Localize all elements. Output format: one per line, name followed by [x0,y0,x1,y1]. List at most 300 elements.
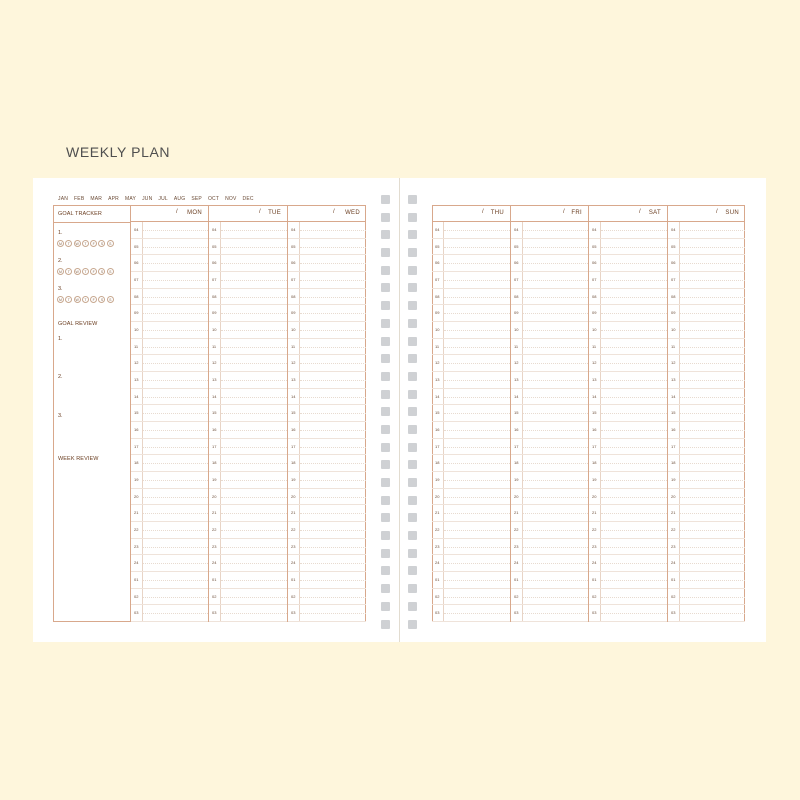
hour-label: 08 [212,293,217,299]
hour-row[interactable] [288,372,366,389]
hour-row[interactable] [288,505,366,522]
hour-label: 24 [514,560,519,566]
hour-row[interactable] [589,555,667,572]
month-jan[interactable]: JAN [58,196,69,202]
hour-label: 01 [592,577,597,583]
hour-label: 23 [435,543,440,549]
hour-row[interactable] [668,589,745,606]
binding-ring [408,478,417,487]
hour-row[interactable] [131,272,208,289]
hour-row[interactable] [589,289,667,306]
hour-label: 11 [435,343,440,349]
hour-row[interactable] [589,572,667,589]
hour-row[interactable] [589,405,667,422]
hour-row[interactable] [511,439,588,456]
hour-label: 02 [592,593,597,599]
hour-row[interactable] [668,222,745,239]
hour-row[interactable] [589,239,667,256]
binding-ring [381,195,390,204]
hour-row[interactable] [589,322,667,339]
hour-label: 14 [671,393,676,399]
tracker-day-circle[interactable]: F [90,268,97,275]
hour-label: 21 [291,510,296,516]
hour-row[interactable] [131,439,208,456]
hour-row[interactable] [209,439,287,456]
goal-tracker-days-3[interactable] [57,296,115,303]
hour-row[interactable] [209,289,287,306]
hour-row[interactable] [209,539,287,556]
hour-row[interactable] [432,455,510,472]
hour-label: 11 [671,343,676,349]
hour-label: 19 [212,477,217,483]
hour-label: 16 [592,427,597,433]
hour-row[interactable] [131,339,208,356]
hour-label: 19 [671,477,676,483]
hour-row[interactable] [209,505,287,522]
hour-label: 22 [212,527,217,533]
hour-row[interactable] [288,255,366,272]
hour-row[interactable] [288,489,366,506]
hour-label: 17 [671,443,676,449]
hour-row[interactable] [589,589,667,606]
hour-row[interactable] [668,339,745,356]
hour-row[interactable] [589,489,667,506]
hour-label: 21 [435,510,440,516]
hour-row[interactable] [511,555,588,572]
hour-row[interactable] [668,455,745,472]
hour-row[interactable] [511,422,588,439]
hour-row[interactable] [668,522,745,539]
hour-row[interactable] [432,322,510,339]
hour-row[interactable] [209,455,287,472]
hour-row[interactable] [668,255,745,272]
tracker-day-circle[interactable]: W [75,242,79,246]
hour-row[interactable] [288,439,366,456]
hour-row[interactable] [432,239,510,256]
hour-label: 06 [514,260,519,266]
tracker-day-circle[interactable]: F [90,240,97,247]
hour-label: 14 [592,393,597,399]
hour-row[interactable] [131,372,208,389]
hour-label: 22 [134,527,139,533]
hour-row[interactable] [288,572,366,589]
month-apr[interactable]: APR [108,196,119,202]
hour-row[interactable] [668,572,745,589]
hour-row[interactable] [511,289,588,306]
hour-row[interactable] [209,272,287,289]
hour-row[interactable] [511,239,588,256]
month-nov[interactable]: NOV [225,196,237,202]
hour-row[interactable] [589,505,667,522]
hour-row[interactable] [131,555,208,572]
hour-row[interactable] [589,539,667,556]
hour-row[interactable] [209,489,287,506]
hour-row[interactable] [131,605,208,622]
tracker-day-circle[interactable]: T [82,240,89,247]
hour-label: 08 [134,293,139,299]
hour-row[interactable] [131,255,208,272]
day-label-mon: MON [187,210,202,216]
hour-row[interactable] [288,239,366,256]
month-jun[interactable]: JUN [142,196,153,202]
tracker-day-circle[interactable]: W [75,298,79,302]
hour-row[interactable] [288,522,366,539]
hour-row[interactable] [668,539,745,556]
hour-row[interactable] [589,305,667,322]
hour-row[interactable] [668,489,745,506]
hour-row[interactable] [288,539,366,556]
hour-row[interactable] [432,489,510,506]
day-label-wed: WED [345,210,360,216]
hour-row[interactable] [209,422,287,439]
hour-label: 22 [291,527,296,533]
hour-label: 16 [134,427,139,433]
binding-ring [381,602,390,611]
hour-label: 17 [514,443,519,449]
tracker-day-circle[interactable]: T [82,268,89,275]
hour-row[interactable] [432,405,510,422]
hour-row[interactable] [288,605,366,622]
hour-label: 14 [212,393,217,399]
binding-rings-left [381,195,391,637]
hour-label: 23 [671,543,676,549]
hour-row[interactable] [589,372,667,389]
hour-row[interactable] [209,322,287,339]
tracker-day-circle[interactable]: T [82,296,89,303]
tracker-day-circle[interactable]: S [107,268,114,275]
hour-label: 20 [671,493,676,499]
review-number-3: 3. [58,413,63,419]
month-aug[interactable]: AUG [173,196,186,202]
hour-row[interactable] [288,339,366,356]
hour-label: 12 [592,360,597,366]
tracker-day-circle[interactable]: S [98,268,105,275]
hour-label: 18 [671,460,676,466]
hour-label: 09 [514,310,519,316]
day-column-thu: / THU 04 05 06 07 08 09 10 11 12 13 14 15 16 17 18 19 20 21 22 23 24 01 02 03 [432,205,511,622]
hour-label: 15 [212,410,217,416]
month-jul[interactable]: JUL [158,196,168,202]
hour-row[interactable] [209,255,287,272]
tracker-day-circle[interactable]: S [107,240,114,247]
hour-row[interactable] [511,505,588,522]
hour-row[interactable] [589,272,667,289]
tracker-day-circle[interactable]: S [107,296,114,303]
tracker-day-circle[interactable]: M [57,240,64,247]
hour-row[interactable] [131,539,208,556]
hour-label: 06 [435,260,440,266]
tracker-day-circle[interactable]: S [98,240,105,247]
hour-row[interactable] [589,222,667,239]
hour-row[interactable] [432,555,510,572]
hour-row[interactable] [432,589,510,606]
month-mar[interactable]: MAR [90,196,103,202]
hour-row[interactable] [209,305,287,322]
binding-ring [381,301,390,310]
day-label-sun: SUN [725,210,739,216]
hour-row[interactable] [511,372,588,389]
hour-row[interactable] [131,422,208,439]
hour-row[interactable] [668,605,745,622]
hour-row[interactable] [432,505,510,522]
hour-row[interactable] [668,422,745,439]
hour-row[interactable] [589,472,667,489]
hour-row[interactable] [131,239,208,256]
hour-label: 12 [134,360,139,366]
hour-row[interactable] [511,272,588,289]
hour-row[interactable] [511,589,588,606]
hour-row[interactable] [131,505,208,522]
hour-label: 09 [134,310,139,316]
hour-row[interactable] [511,522,588,539]
hour-row[interactable] [432,355,510,372]
hour-row[interactable] [668,305,745,322]
hour-row[interactable] [432,422,510,439]
hour-row[interactable] [131,289,208,306]
hour-row[interactable] [131,355,208,372]
tracker-day-circle[interactable]: M [57,268,64,275]
hour-row[interactable] [209,522,287,539]
hour-row[interactable] [511,605,588,622]
binding-ring [408,283,417,292]
goal-tracker-days-2[interactable] [57,268,115,275]
hour-label: 10 [671,327,676,333]
hour-row[interactable] [511,489,588,506]
hour-label: 24 [435,560,440,566]
hour-row[interactable] [511,389,588,406]
hour-label: 08 [592,293,597,299]
hour-label: 02 [671,593,676,599]
hour-row[interactable] [131,322,208,339]
hour-row[interactable] [511,572,588,589]
goal-tracker-heading: GOAL TRACKER [58,211,102,217]
month-may[interactable]: MAY [124,196,137,202]
hour-row[interactable] [511,355,588,372]
tracker-day-circle[interactable]: T [65,240,72,247]
hour-label: 19 [592,477,597,483]
hour-row[interactable] [511,539,588,556]
hour-label: 14 [291,393,296,399]
hour-label: 22 [592,527,597,533]
hour-label: 20 [514,493,519,499]
hour-row[interactable] [432,372,510,389]
tracker-day-circle[interactable]: T [65,296,72,303]
tracker-day-circle[interactable]: W [75,270,79,274]
hour-row[interactable] [511,255,588,272]
hour-row[interactable] [131,522,208,539]
hour-row[interactable] [288,589,366,606]
hour-row[interactable] [511,305,588,322]
hour-row[interactable] [432,222,510,239]
hour-label: 15 [514,410,519,416]
hour-row[interactable] [288,289,366,306]
hour-label: 06 [592,260,597,266]
month-sep[interactable]: SEP [191,196,202,202]
hour-row[interactable] [511,222,588,239]
hour-row[interactable] [432,339,510,356]
goal-tracker-days-1[interactable] [57,240,115,247]
hour-row[interactable] [668,372,745,389]
hour-label: 14 [134,393,139,399]
binding-ring [381,372,390,381]
review-number-1: 1. [58,336,63,342]
hour-row[interactable] [288,455,366,472]
hour-row[interactable] [131,222,208,239]
hour-row[interactable] [288,355,366,372]
hour-row[interactable] [288,272,366,289]
hour-label: 05 [671,243,676,249]
hour-row[interactable] [668,505,745,522]
hour-row[interactable] [432,472,510,489]
hour-row[interactable] [668,555,745,572]
binding-ring [408,390,417,399]
hour-row[interactable] [511,322,588,339]
binding-ring [408,549,417,558]
hour-row[interactable] [589,439,667,456]
hour-row[interactable] [209,605,287,622]
hour-label: 07 [671,277,676,282]
hour-row[interactable] [209,405,287,422]
binding-ring [408,566,417,575]
binding-ring [408,337,417,346]
hour-row[interactable] [131,305,208,322]
hour-label: 02 [212,593,217,599]
hour-row[interactable] [209,555,287,572]
hour-label: 09 [435,310,440,316]
hour-row[interactable] [209,339,287,356]
hour-row[interactable] [432,522,510,539]
hour-label: 11 [514,343,519,349]
hour-label: 17 [212,443,217,449]
hour-row[interactable] [288,472,366,489]
month-dec[interactable]: DEC [242,196,254,202]
hour-row[interactable] [511,339,588,356]
page-title: WEEKLY PLAN [66,144,171,160]
hour-row[interactable] [131,389,208,406]
hour-row[interactable] [432,605,510,622]
hour-label: 16 [291,427,296,433]
hour-row[interactable] [131,455,208,472]
hour-label: 13 [671,377,676,383]
hour-row[interactable] [288,555,366,572]
goal-review-heading: GOAL REVIEW [58,321,98,327]
hour-row[interactable] [589,422,667,439]
hour-row[interactable] [131,489,208,506]
hour-row[interactable] [288,389,366,406]
hour-row[interactable] [209,572,287,589]
hour-row[interactable] [668,439,745,456]
hour-label: 01 [212,577,217,583]
hour-row[interactable] [288,405,366,422]
hour-label: 07 [514,277,519,282]
hour-row[interactable] [288,222,366,239]
hour-label: 18 [291,460,296,466]
hour-row[interactable] [668,239,745,256]
hour-row[interactable] [131,589,208,606]
hour-row[interactable] [511,405,588,422]
binding-ring [408,602,417,611]
hour-row[interactable] [288,305,366,322]
hour-label: 20 [291,493,296,499]
binding-ring [381,443,390,452]
hour-row[interactable] [432,272,510,289]
hour-label: 03 [291,610,296,616]
day-column-wed: / WED 04 05 06 07 08 09 10 11 12 13 14 15 16 17 18 19 20 21 22 23 24 01 02 03 [288,205,366,622]
hour-label: 17 [592,443,597,449]
tracker-day-circle[interactable]: M [57,296,64,303]
hour-row[interactable] [432,255,510,272]
hour-label: 11 [134,343,139,349]
hour-label: 09 [671,310,676,316]
hour-row[interactable] [589,339,667,356]
hour-row[interactable] [209,239,287,256]
hour-row[interactable] [511,472,588,489]
binding-ring [408,301,417,310]
hour-row[interactable] [432,389,510,406]
hour-row[interactable] [668,405,745,422]
tracker-day-circle[interactable]: S [98,296,105,303]
tracker-day-circle[interactable]: T [65,268,72,275]
hour-row[interactable] [589,605,667,622]
hour-label: 14 [514,393,519,399]
hour-row[interactable] [432,539,510,556]
hour-row[interactable] [668,355,745,372]
hour-row[interactable] [209,472,287,489]
hour-row[interactable] [589,455,667,472]
hour-row[interactable] [589,255,667,272]
hour-row[interactable] [209,372,287,389]
hour-row[interactable] [668,389,745,406]
hour-row[interactable] [668,322,745,339]
hour-row[interactable] [131,472,208,489]
hour-row[interactable] [432,289,510,306]
hour-row[interactable] [131,405,208,422]
hour-row[interactable] [288,422,366,439]
hour-row[interactable] [432,305,510,322]
hour-row[interactable] [511,455,588,472]
hour-row[interactable] [668,272,745,289]
hour-row[interactable] [288,322,366,339]
hour-label: 23 [514,543,519,549]
binding-ring [381,566,390,575]
binding-rings-right [408,195,418,637]
month-oct[interactable]: OCT [207,196,220,202]
tracker-day-circle[interactable]: F [90,296,97,303]
hour-label: 13 [592,377,597,383]
hour-row[interactable] [432,439,510,456]
hour-row[interactable] [131,572,208,589]
binding-ring [408,443,417,452]
month-feb[interactable]: FEB [74,196,85,202]
binding-ring [381,531,390,540]
hour-row[interactable] [209,389,287,406]
hour-row[interactable] [589,355,667,372]
hour-row[interactable] [668,289,745,306]
hour-label: 10 [592,327,597,333]
hour-label: 09 [291,310,296,316]
hour-label: 07 [212,277,217,282]
hour-label: 03 [435,610,440,616]
hour-label: 13 [514,377,519,383]
hour-row[interactable] [668,472,745,489]
hour-row[interactable] [209,222,287,239]
hour-label: 19 [291,477,296,483]
hour-row[interactable] [589,389,667,406]
hour-row[interactable] [209,589,287,606]
hour-row[interactable] [589,522,667,539]
hour-row[interactable] [432,572,510,589]
hour-row[interactable] [209,355,287,372]
